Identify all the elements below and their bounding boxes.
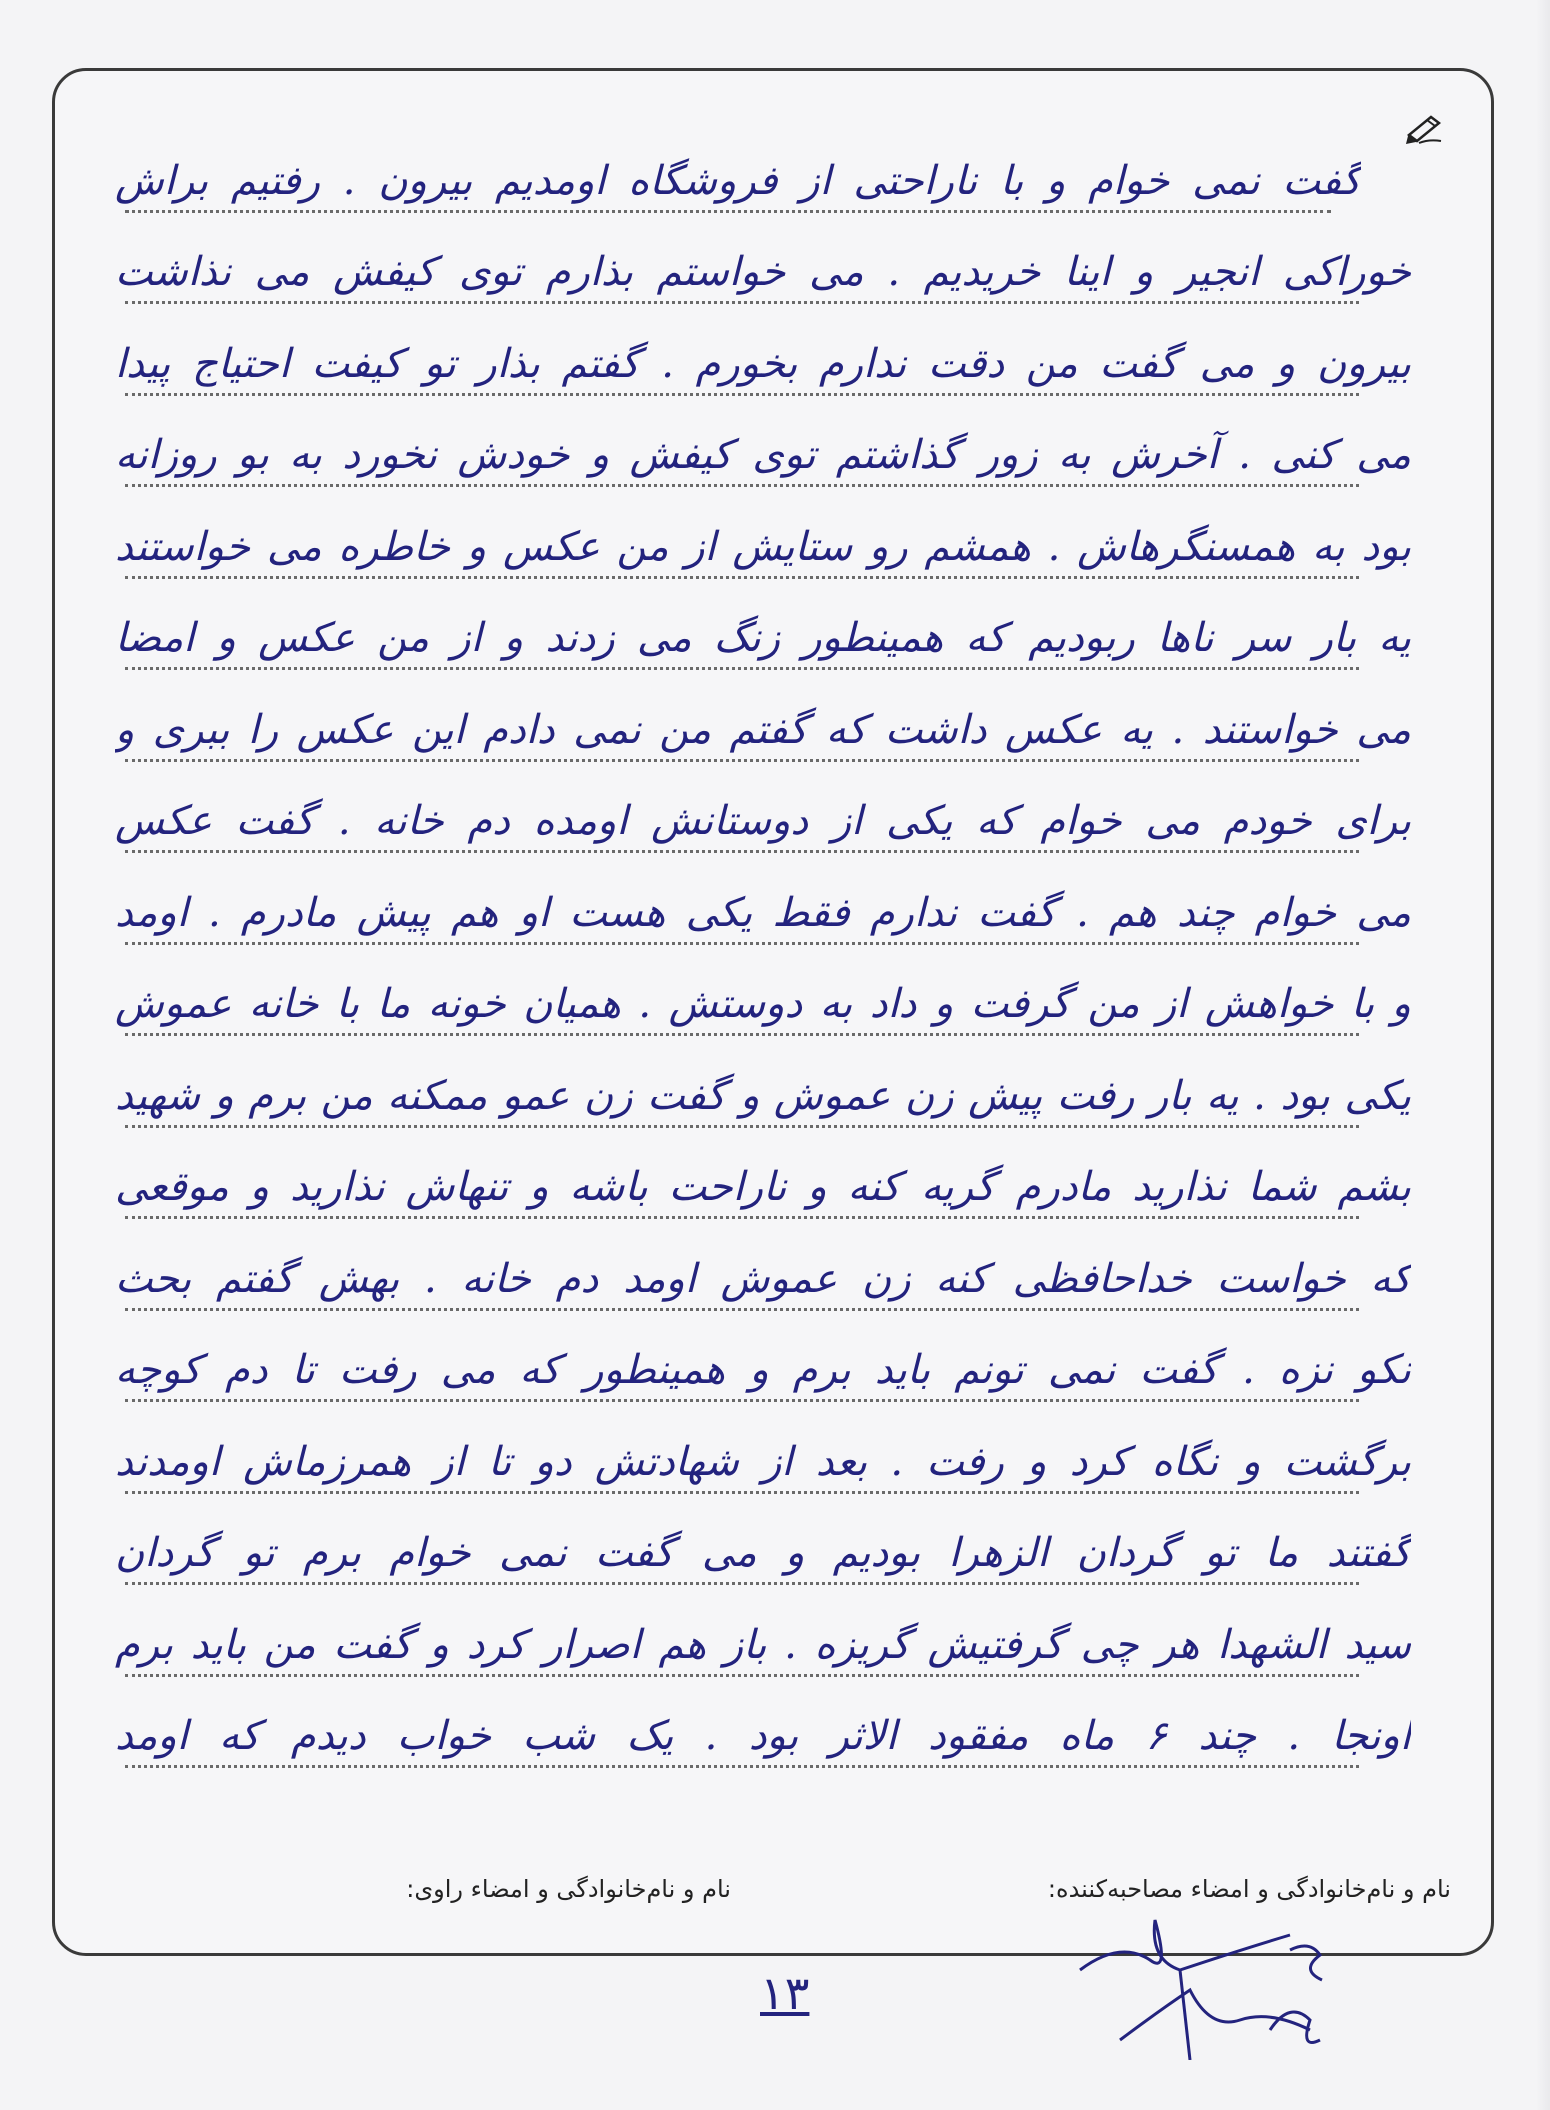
handwritten-text: بشم شما نذارید مادرم گریه کنه و ناراحت باشه و تنهاش نذارید و موقعی bbox=[115, 1164, 1411, 1210]
handwritten-text: خوراکی انجیر و اینا خریدیم . می خواستم بذارم توی کیفش می نذاشت bbox=[115, 249, 1411, 295]
dotted-rule bbox=[125, 667, 1359, 670]
dotted-rule bbox=[125, 759, 1359, 762]
dotted-rule bbox=[125, 1125, 1359, 1128]
text-line bbox=[95, 957, 1451, 1049]
handwritten-lines bbox=[95, 133, 1451, 1780]
dotted-rule bbox=[125, 1308, 1359, 1311]
text-line bbox=[95, 1048, 1451, 1140]
dotted-rule bbox=[125, 210, 1331, 213]
handwritten-text: می خواستند . یه عکس داشت که گفتم من نمی دادم این عکس را ببری و bbox=[115, 706, 1411, 753]
handwritten-text: می خوام چند هم . گفت ندارم فقط یکی هست او هم پیش مادرم . اومد bbox=[115, 889, 1411, 936]
text-line bbox=[95, 1597, 1451, 1689]
handwritten-text: و با خواهش از من گرفت و داد به دوستش . همیان خونه ما با خانه عموش bbox=[115, 981, 1411, 1027]
handwritten-text: برای خودم می خوام که یکی از دوستانش اومده دم خانه . گفت عکس bbox=[115, 798, 1411, 844]
text-line bbox=[95, 591, 1451, 683]
text-line bbox=[95, 1689, 1451, 1781]
handwritten-text: یه بار سر ناها ربودیم که همینطور زنگ می زدند و از من عکس و امضا bbox=[115, 615, 1411, 661]
handwritten-text: سید الشهدا هر چی گرفتیش گریزه . باز هم اصرار کرد و گفت من باید برم bbox=[115, 1621, 1411, 1668]
handwritten-text: برگشت و نگاه کرد و رفت . بعد از شهادتش دو تا از همرزماش اومدند bbox=[115, 1438, 1411, 1485]
dotted-rule bbox=[125, 1582, 1359, 1585]
handwritten-text: یکی بود . یه بار رفت پیش زن عموش و گفت زن عمو ممکنه من برم و شهید bbox=[115, 1072, 1411, 1119]
handwritten-signature bbox=[1060, 1900, 1360, 2060]
dotted-rule bbox=[125, 1216, 1359, 1219]
text-line bbox=[95, 1231, 1451, 1323]
text-line bbox=[95, 316, 1451, 408]
text-line bbox=[95, 1414, 1451, 1506]
dotted-rule bbox=[125, 850, 1359, 853]
scan-edge bbox=[1536, 0, 1550, 2110]
text-line bbox=[95, 225, 1451, 317]
page-number: ۱۳ bbox=[760, 1966, 810, 2020]
dotted-rule bbox=[125, 942, 1359, 945]
page-frame bbox=[52, 68, 1494, 1956]
text-line bbox=[95, 1323, 1451, 1415]
text-line bbox=[95, 682, 1451, 774]
handwritten-text: گفتند ما تو گردان الزهرا بودیم و می گفت نمی خوام برم تو گردان bbox=[115, 1530, 1411, 1576]
dotted-rule bbox=[125, 1399, 1359, 1402]
dotted-rule bbox=[125, 1033, 1359, 1036]
dotted-rule bbox=[125, 1674, 1359, 1677]
handwritten-text: نکو نزه . گفت نمی تونم باید برم و همینطور که می رفت تا دم کوچه bbox=[115, 1347, 1411, 1393]
text-line bbox=[95, 1506, 1451, 1598]
handwritten-text: که خواست خداحافظی کنه زن عموش اومد دم خانه . بهش گفتم بحث bbox=[115, 1255, 1411, 1302]
interviewer-signature-label: نام و نام‌خانوادگی و امضاء مصاحبه‌کننده: bbox=[1047, 1875, 1451, 1903]
text-line bbox=[95, 408, 1451, 500]
dotted-rule bbox=[125, 576, 1359, 579]
dotted-rule bbox=[125, 1491, 1359, 1494]
text-line bbox=[95, 865, 1451, 957]
narrator-signature-label: نام و نام‌خانوادگی و امضاء راوی: bbox=[406, 1875, 731, 1903]
text-line bbox=[95, 133, 1451, 225]
text-line bbox=[95, 774, 1451, 866]
text-line bbox=[95, 1140, 1451, 1232]
handwritten-text: بیرون و می گفت من دقت ندارم بخورم . گفتم بذار تو کیفت احتیاج پیدا bbox=[115, 340, 1411, 387]
handwritten-text: بود به همسنگرهاش . همشم رو ستایش از من عکس و خاطره می خواستند bbox=[115, 523, 1411, 570]
handwritten-text: اونجا . چند ۶ ماه مفقود الاثر بود . یک شب خواب دیدم که اومد bbox=[115, 1713, 1411, 1759]
text-line bbox=[95, 499, 1451, 591]
dotted-rule bbox=[125, 301, 1359, 304]
dotted-rule bbox=[125, 393, 1359, 396]
handwritten-text: می کنی . آخرش به زور گذاشتم توی کیفش و خودش نخورد به بو روزانه bbox=[115, 432, 1411, 478]
dotted-rule bbox=[125, 1765, 1359, 1768]
handwritten-text: گفت نمی خوام و با ناراحتی از فروشگاه اومدیم بیرون . رفتیم براش bbox=[115, 157, 1361, 204]
dotted-rule bbox=[125, 484, 1359, 487]
